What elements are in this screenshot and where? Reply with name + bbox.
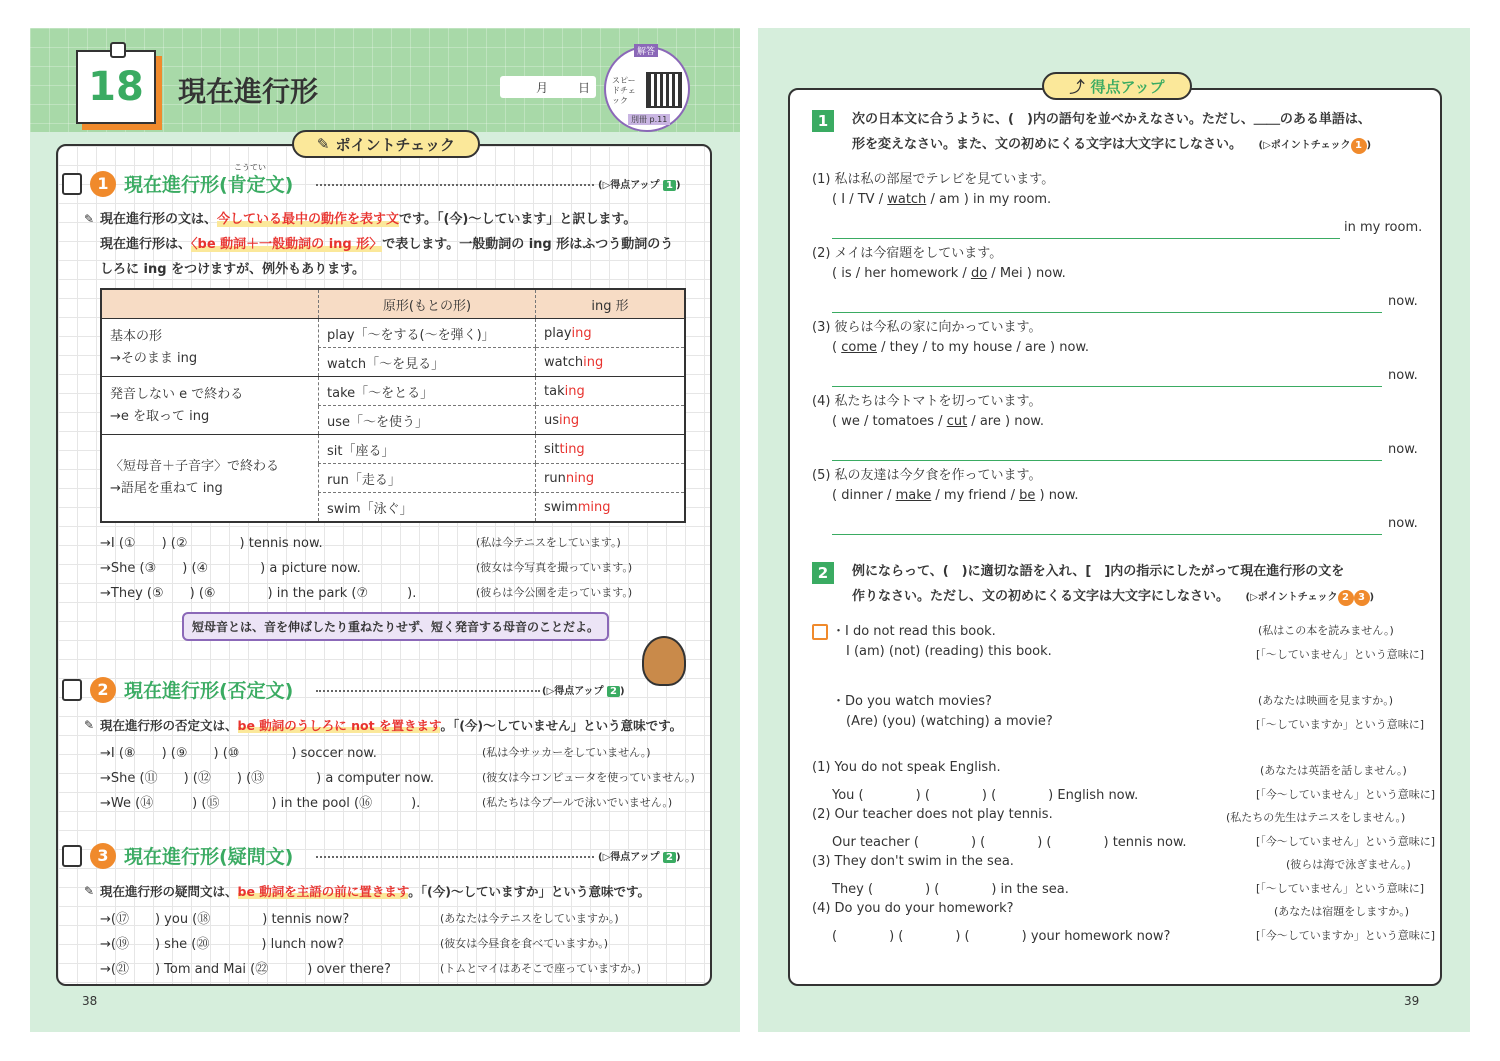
score-icon: ⤴	[1069, 77, 1085, 96]
s3-example-3-jp: (トムとマイはあそこで座っていますか。)	[440, 962, 641, 975]
table-cell: playing	[536, 319, 686, 348]
score-up-label: 得点アップ	[1090, 77, 1165, 96]
table-row	[101, 377, 685, 406]
q1-item-3-answer-line[interactable]	[832, 386, 1382, 387]
q2-item-2-note: [「今〜していません」という意味に]	[1256, 835, 1436, 848]
date-month: 月	[536, 81, 549, 95]
speed-check-badge[interactable]	[604, 46, 690, 132]
ing-form-table	[100, 288, 686, 523]
q1-item-4-words: ( we / tomatoes / cut / are ) now.	[832, 414, 1044, 429]
date-day: 日	[578, 81, 591, 95]
q1-instruction-2: 形を変えなさい。また、文の初めにくる文字は大文字にしなさい。 (▷ポイントチェック 1 )	[852, 137, 1372, 152]
q2-instruction-2: 作りなさい。ただし、文の初めにくる文字は大文字にしなさい。 (▷ポイントチェック 2 3 )	[852, 589, 1375, 604]
pin-icon: ✎	[84, 718, 95, 732]
s1-text-line-3: しろに ing をつけますが、例外もあります。	[100, 262, 366, 277]
q1-item-3-end: now.	[1388, 368, 1418, 383]
section-2-heading	[62, 676, 293, 703]
q2-example-1-en: ・I do not read this book.	[832, 624, 996, 639]
q1-item-5-answer-line[interactable]	[832, 534, 1382, 535]
unit-number: 18	[88, 64, 144, 110]
s2-text-line: 現在進行形の否定文は、be 動詞のうしろに not を置きます。「(今)〜していません」という意味です。	[100, 718, 683, 733]
q2-number-box: 2	[812, 562, 834, 584]
s2-example-2[interactable]: →She (⑪ ) (⑫ ) (⑬ ) a computer now.	[100, 771, 435, 786]
q1-number-box: 1	[812, 110, 834, 132]
q2-instruction-1: 例にならって、( )に適切な語を入れ、[ ]内の指示にしたがって現在進行形の文を	[852, 564, 1345, 579]
table-cell: take「〜をとる」	[319, 377, 536, 406]
section-2-dots	[316, 690, 540, 692]
pin-icon: ✎	[316, 135, 330, 153]
date-box	[500, 76, 596, 98]
s1-text-line-2: 現在進行形は、〈be 動詞＋一般動詞の ing 形〉で表します。一般動詞の ing 形はふつう動詞のう	[100, 237, 674, 252]
pin-icon: ✎	[84, 212, 95, 226]
q2-item-3-note: [「〜していません」という意味に]	[1256, 882, 1425, 895]
section-3-heading	[62, 842, 293, 869]
section-3-title: 現在進行形(疑問文)	[124, 846, 294, 868]
table-cell: use「〜を使う」	[319, 406, 536, 435]
q2-example-2-en: ・Do you watch movies?	[832, 694, 992, 709]
q1-item-3-words: ( come / they / to my house / are ) now.	[832, 340, 1090, 355]
table-header-cell: 原形(もとの形)	[319, 289, 536, 319]
lock-icon	[62, 173, 82, 195]
section-2-ref[interactable]: (▷得点アップ 2 )	[542, 686, 625, 697]
q2-example-1-jp: (私はこの本を読みません。)	[1258, 624, 1394, 637]
left-page	[30, 28, 740, 1032]
s1-example-1[interactable]: →I (① ) (② ) tennis now.	[100, 536, 323, 551]
lock-icon	[62, 845, 82, 867]
q2-item-1-jp: (あなたは英語を話しません。)	[1260, 764, 1407, 777]
point-check-tab	[292, 130, 480, 158]
q1-item-3-jp: (3) 彼らは今私の家に向かっています。	[812, 320, 1042, 335]
right-page	[758, 28, 1470, 1032]
q2-item-4-question: (4) Do you do your homework?	[812, 901, 1014, 916]
table-cell: taking	[536, 377, 686, 406]
q1-item-4-jp: (4) 私たちは今トマトを切っています。	[812, 394, 1042, 409]
q1-item-1-answer-line[interactable]	[832, 238, 1340, 239]
q1-item-5-jp: (5) 私の友達は今夕食を作っています。	[812, 468, 1042, 483]
s1-example-2-jp: (彼女は今写真を撮っています。)	[476, 561, 633, 574]
s1-example-2[interactable]: →She (③ ) (④ ) a picture now.	[100, 561, 361, 576]
q2-item-1-question: (1) You do not speak English.	[812, 760, 1001, 775]
s1-example-3[interactable]: →They (⑤ ) (⑥ ) in the park (⑦ ).	[100, 586, 417, 601]
q2-example-2-answer: (Are) (you) (watching) a movie?	[846, 714, 1053, 729]
q2-item-3-answer[interactable]: They ( ) ( ) in the sea.	[832, 882, 1069, 897]
q2-item-2-question: (2) Our teacher does not play tennis.	[812, 807, 1053, 822]
q1-item-1-end: in my room.	[1344, 220, 1423, 235]
table-cell: watching	[536, 348, 686, 377]
s2-example-2-jp: (彼女は今コンピュータを使っていません。)	[482, 771, 695, 784]
q2-item-4-note: [「今〜していますか」という意味に]	[1256, 929, 1436, 942]
s3-example-1-jp: (あなたは今テニスをしていますか。)	[440, 912, 619, 925]
q1-item-1-jp: (1) 私は私の部屋でテレビを見ています。	[812, 172, 1055, 187]
squirrel-icon	[642, 636, 686, 686]
s1-text-line-1: 現在進行形の文は、今している最中の動作を表す文です。「(今)〜しています」と訳します。	[100, 212, 637, 227]
checkbox-icon	[812, 624, 828, 640]
lock-icon	[62, 679, 82, 701]
q1-item-4-answer-line[interactable]	[832, 460, 1382, 461]
q1-item-5-end: now.	[1388, 516, 1418, 531]
q2-item-4-jp: (あなたは宿題をしますか。)	[1274, 905, 1410, 918]
q1-item-2-words: ( is / her homework / do / Mei ) now.	[832, 266, 1066, 281]
q1-item-5-words: ( dinner / make / my friend / be ) now.	[832, 488, 1079, 503]
q2-item-3-question: (3) They don't swim in the sea.	[812, 854, 1014, 869]
q1-item-2-end: now.	[1388, 294, 1418, 309]
s3-text-line: 現在進行形の疑問文は、be 動詞を主語の前に置きます。「(今)〜していますか」という意味です。	[100, 884, 650, 899]
table-cell: swimming	[536, 493, 686, 523]
q2-example-2-jp: (あなたは映画を見ますか。)	[1258, 694, 1394, 707]
q1-instruction-1: 次の日本文に合うように、( )内の語句を並べかえなさい。ただし、＿＿のある単語は、	[852, 112, 1371, 127]
section-1-number: 1	[90, 171, 116, 197]
s3-example-1[interactable]: →(⑰ ) you (⑱ ) tennis now?	[100, 912, 350, 927]
s1-example-3-jp: (彼らは今公園を走っています。)	[476, 586, 633, 599]
s2-example-3[interactable]: →We (⑭ ) (⑮ ) in the pool (⑯ ).	[100, 796, 421, 811]
section-1-ruby: こうてい	[234, 163, 266, 172]
q2-example-1-answer: I (am) (not) (reading) this book.	[846, 644, 1052, 659]
table-group-label: 基本の形 →そのまま ing	[101, 319, 319, 377]
table-cell: swim「泳ぐ」	[319, 493, 536, 523]
table-cell: play「〜をする(〜を弾く)」	[319, 319, 536, 348]
q2-item-1-answer[interactable]: You ( ) ( ) ( ) English now.	[832, 788, 1139, 803]
q2-item-2-answer[interactable]: Our teacher ( ) ( ) ( ) tennis now.	[832, 835, 1187, 850]
table-cell: watch「〜を見る」	[319, 348, 536, 377]
page-number-left: 38	[82, 994, 98, 1008]
q2-example-2-note: [「〜していますか」という意味に]	[1256, 718, 1425, 731]
s2-example-3-jp: (私たちは今プールで泳いでいません。)	[482, 796, 673, 809]
section-2-title: 現在進行形(否定文)	[124, 680, 294, 702]
tip-bubble: 短母音とは、音を伸ばしたり重ねたりせず、短く発音する母音のことだよ。	[182, 612, 609, 641]
s3-example-2-jp: (彼女は今昼食を食べていますか。)	[440, 937, 609, 950]
q2-example-1-note: [「〜していません」という意味に]	[1256, 648, 1425, 661]
table-header-cell	[101, 289, 319, 319]
score-up-tab	[1042, 72, 1192, 100]
unit-title: 現在進行形	[178, 75, 319, 108]
table-cell: sit「座る」	[319, 435, 536, 464]
section-2-number: 2	[90, 677, 116, 703]
q1-item-4-end: now.	[1388, 442, 1418, 457]
q2-item-2-jp: (私たちの先生はテニスをしません。)	[1226, 811, 1406, 824]
answer-page: 別冊 p.11	[628, 114, 670, 125]
table-cell: sitting	[536, 435, 686, 464]
q1-item-2-jp: (2) メイは今宿題をしています。	[812, 246, 1003, 261]
clip-icon	[110, 42, 126, 58]
table-group-label: 〈短母音＋子音字〉で終わる →語尾を重ねて ing	[110, 459, 280, 496]
q2-item-3-jp: (彼らは海で泳ぎません。)	[1286, 858, 1411, 871]
answer-tag: 解答	[634, 44, 658, 57]
score-up-box	[788, 88, 1442, 986]
pin-icon: ✎	[84, 884, 95, 898]
section-3-ref[interactable]: (▷得点アップ 2 )	[598, 852, 681, 863]
unit-number-box	[76, 50, 156, 124]
section-1-heading	[62, 170, 293, 197]
table-row	[101, 319, 685, 348]
s3-example-3[interactable]: →(㉑ ) Tom and Mai (㉒ ) over there?	[100, 962, 391, 977]
s3-example-2[interactable]: →(⑲ ) she (⑳ ) lunch now?	[100, 937, 344, 952]
s2-example-1[interactable]: →I (⑧ ) (⑨ ) (⑩ ) soccer now.	[100, 746, 377, 761]
section-1-title: 現在進行形(肯定文)	[124, 174, 294, 196]
q2-item-4-answer[interactable]: ( ) ( ) ( ) your homework now?	[832, 929, 1171, 944]
table-cell: running	[536, 464, 686, 493]
q1-item-1-words: ( I / TV / watch / am ) in my room.	[832, 192, 1052, 207]
section-3-number: 3	[90, 843, 116, 869]
q2-item-1-note: [「今〜していません」という意味に]	[1256, 788, 1436, 801]
s1-example-1-jp: (私は今テニスをしています。)	[476, 536, 621, 549]
section-1-ref[interactable]: (▷得点アップ 1 )	[598, 180, 681, 191]
q1-item-2-answer-line[interactable]	[832, 312, 1382, 313]
section-1-dots	[316, 184, 594, 186]
page-number-right: 39	[1404, 994, 1420, 1008]
table-header-cell: ing 形	[536, 289, 686, 319]
table-cell: run「走る」	[319, 464, 536, 493]
point-check-label: ポイントチェック	[335, 135, 456, 154]
table-cell: using	[536, 406, 686, 435]
section-3-dots	[316, 856, 594, 858]
table-header-row	[101, 289, 685, 319]
table-row	[101, 435, 685, 464]
s2-example-1-jp: (私は今サッカーをしていません。)	[482, 746, 651, 759]
point-check-box	[56, 144, 712, 986]
qr-code-icon	[646, 72, 682, 108]
table-group-label: 発音しない e で終わる →e を取って ing	[101, 377, 319, 435]
speed-check-label: スピードチェック	[612, 76, 636, 105]
